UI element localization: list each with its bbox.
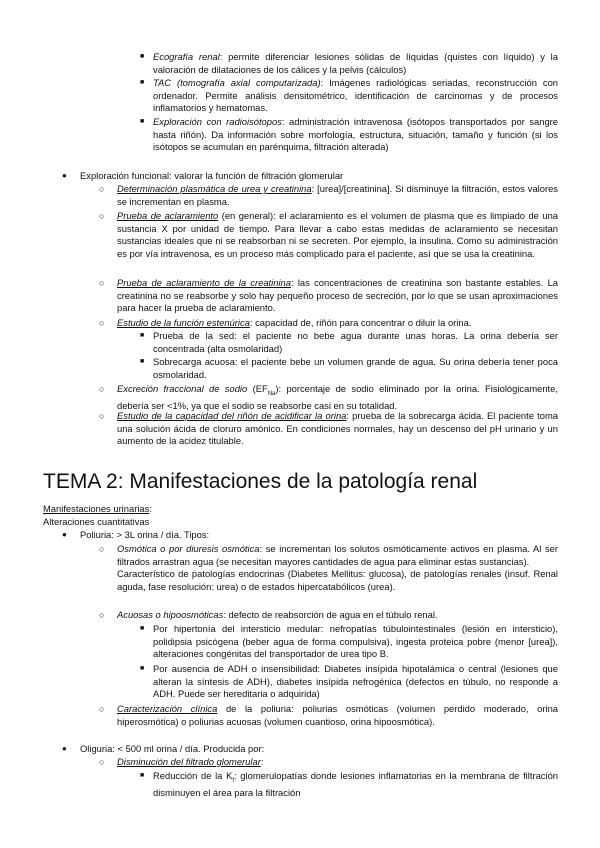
- exploracion-funcional-text: Exploración funcional: valorar la función de filtración glomerular: [80, 170, 344, 181]
- term-osmotica: Osmótica o por diuresis osmótica: [117, 543, 260, 554]
- item-aclaramiento-creatinina: [117, 277, 558, 315]
- disminucion-colon: :: [260, 756, 264, 767]
- item-acuosas: [117, 609, 558, 622]
- item-ausencia-adh: [153, 663, 558, 701]
- item-aclaramiento: [117, 210, 558, 260]
- item-reduccion-kf: [153, 770, 558, 800]
- text-determinacion: : [urea]/[creatinina]. Si disminuye la filtración, estos valores se incrementan en plasma.: [117, 183, 558, 207]
- item-ecografia: [153, 51, 558, 76]
- item-osmotica: [117, 543, 558, 593]
- text-reduccion: : glomerulopatías donde lesiones inflamatorias en la membrana de filtración disminuyen el área para la filtración: [153, 770, 558, 799]
- text-excrecion-sodio: ): porcentaje de sodio eliminado por la orina. Fisiológicamente, debería ser <1%, ya que el sodio se reabsorbe casi en su totalidad.: [117, 383, 558, 412]
- circle-bullet-icon: ○: [99, 544, 105, 554]
- circle-bullet-icon: ○: [99, 184, 105, 194]
- manifestaciones-text: Manifestaciones urinarias: [43, 503, 150, 514]
- item-excrecion-sodio: [117, 383, 558, 413]
- item-acidificar: [117, 410, 558, 448]
- term-ecografia: Ecografía renal: [153, 51, 220, 62]
- text-ausencia-adh: Por ausencia de ADH o insensibilidad: Diabetes insípida hipotalámica o central (lesiones que alteran la síntesis de ADH), diabetes insípida nefrogénica (defectos en túbulo, no responde a ADH. Puede ser hereditaria o adquirida): [153, 663, 558, 700]
- term-tac: TAC (tomografía axial computarizada): [153, 77, 321, 88]
- text-caracterizacion: de la poliuria: poliurias osmóticas (volumen perdido moderado, orina hiperosmótica) o poliurias acuosas (volumen cuantioso, orina hipoosmótica).: [117, 703, 558, 727]
- item-tac: [153, 77, 558, 115]
- text-radioisotopos: : administración intravenosa (isótopos transportados por sangre hasta riñón). Da información sobre morfología, estructura, situación, tamaño y función (si los isótopos se acumulan en parénquima, filtración alterada): [153, 116, 558, 153]
- text-reduccion-pre: Reducción de la K: [153, 770, 233, 781]
- text-prueba-sed: Prueba de la sed: el paciente no bebe agua durante unas horas. La orina debería ser concentrada (alta osmolaridad): [153, 330, 558, 354]
- alteraciones-text: Alteraciones cuantitativas: [43, 516, 150, 527]
- term-funcion-estenurica: Estudio de la función estenúrica: [117, 317, 250, 328]
- text-tac: : Imágenes radiológicas seriadas, reconstrucción con ordenador. Permite análisis densitométrico, identificación de carcinomas y de procesos inflamatorios y hematomas.: [153, 77, 558, 114]
- term-acidificar: Estudio de la capacidad del riñón de acidificar la orina: [117, 410, 347, 421]
- text-osmotica: : se incrementan los solutos osmóticamente activos en plasma. Al ser filtrados arrastran agua (se necesitan mayores cantidades de agua para eliminar estas sustancias).: [117, 543, 558, 567]
- text-sobrecarga-acuosa: Sobrecarga acuosa: el paciente bebe un volumen grande de agua. Su orina debería tener poca osmolaridad.: [153, 356, 558, 380]
- item-prueba-sed: [153, 330, 558, 355]
- square-bullet-icon: ■: [140, 53, 145, 60]
- text-hipertonia: Por hipertonía del intersticio medular: nefropatías túbulointestinales (lesión en intersticio), polidipsia psicógena (beber agua de forma compulsiva), ingesta proteica pobre (menor [urea]), alteraciones congénitas del transportador de urea tipo B.: [153, 623, 558, 660]
- item-sobrecarga-acuosa: [153, 356, 558, 381]
- heading-manifestaciones: [43, 503, 543, 516]
- circle-bullet-icon: ○: [99, 411, 105, 421]
- item-oliguria: [80, 743, 550, 756]
- square-bullet-icon: ■: [140, 332, 145, 339]
- text-acidificar: : prueba de la sobrecarga ácida. El paciente toma una solución ácida de cloruro amónico. En condiciones normales, hay un descenso del pH urinario y un aumento de la acidez titulable.: [117, 410, 558, 447]
- item-caracterizacion: [117, 703, 558, 728]
- square-bullet-icon: ■: [140, 118, 145, 125]
- text-osmotica-2: Característico de patologías endocrinas (Diabetes Mellitus: glucosa), de patologías renales (insuf. Renal aguda, fase resolución: urea) o de estados hipercatabólicos (urea).: [117, 568, 558, 592]
- term-determinacion: Determinación plasmática de urea y creatinina: [117, 183, 312, 194]
- page-title: TEMA 2: Manifestaciones de la patología renal: [43, 470, 478, 493]
- term-disminucion-filtrado: Disminución del filtrado glomerular: [117, 756, 261, 767]
- circle-bullet-icon: ○: [99, 211, 105, 221]
- circle-bullet-icon: ○: [99, 278, 105, 288]
- text-ecografia: : permite diferenciar lesiones sólidas de líquidas (quistes con líquido) y la valoración de dilataciones de los cálices y la pelvis (cálculos): [153, 51, 558, 75]
- circle-bullet-icon: ○: [99, 704, 105, 714]
- oliguria-text: Oliguria: < 500 ml orina / día. Producida por:: [80, 743, 265, 754]
- term-caracterizacion: Caracterización clínica: [117, 703, 218, 714]
- dot-bullet-icon: ●: [62, 171, 67, 180]
- poliuria-text: Poliuria: > 3L orina / día. Tipos:: [80, 529, 210, 540]
- circle-bullet-icon: ○: [99, 384, 105, 394]
- heading-exploracion-funcional: [80, 170, 560, 183]
- item-poliuria: [80, 529, 550, 542]
- text-aclaramiento-creatinina: : las concentraciones de creatinina son bastante estables. La creatinina no se reabsorbe y solo hay pequeño proceso de secreción, por lo que se usan aproximaciones para hacer la prueba de aclaramiento.: [117, 277, 558, 314]
- term-acuosas: Acuosas o hipoosmóticas: [117, 609, 224, 620]
- item-determinacion: [117, 183, 558, 208]
- text-aclaramiento: (en general): el aclaramiento es el volumen de plasma que es limpiado de una sustancia X por unidad de tiempo. Para llevar a cabo estas medidas de aclaramiento se necesitan sustancias ideales que ni se reabsorban ni se secreten. Por ejemplo, la insulina. Como su administración es por vía intravenosa, es un proceso más complicado para el paciente, así que se usa la creatinina.: [117, 210, 558, 259]
- circle-bullet-icon: ○: [99, 610, 105, 620]
- term-aclaramiento: Prueba de aclaramiento: [117, 210, 219, 221]
- item-hipertonia: [153, 623, 558, 661]
- square-bullet-icon: ■: [140, 625, 145, 632]
- term-aclaramiento-creatinina: Prueba de aclaramiento de la creatinina: [117, 277, 291, 288]
- square-bullet-icon: ■: [140, 772, 145, 779]
- circle-bullet-icon: ○: [99, 318, 105, 328]
- item-disminucion-filtrado: [117, 756, 558, 769]
- square-bullet-icon: ■: [140, 79, 145, 86]
- dot-bullet-icon: ●: [62, 530, 67, 539]
- text-acuosas: : defecto de reabsorción de agua en el túbulo renal.: [223, 609, 438, 620]
- manifestaciones-colon: :: [149, 503, 152, 514]
- text-funcion-estenurica: : capacidad de, riñón para concentrar o diluir la orina.: [249, 317, 472, 328]
- dot-bullet-icon: ●: [62, 744, 67, 753]
- item-funcion-estenurica: [117, 317, 558, 330]
- square-bullet-icon: ■: [140, 358, 145, 365]
- subscript-na: Na: [267, 390, 276, 397]
- subscript-f: f: [232, 777, 235, 784]
- item-radioisotopos: [153, 116, 558, 154]
- term-radioisotopos: Exploración con radioisótopos: [153, 116, 282, 127]
- term-excrecion-sodio: Excreción fraccional de sodio: [117, 383, 248, 394]
- circle-bullet-icon: ○: [99, 757, 105, 767]
- subheading-alteraciones: [43, 516, 543, 529]
- text-ef: (EF: [247, 383, 268, 394]
- square-bullet-icon: ■: [140, 665, 145, 672]
